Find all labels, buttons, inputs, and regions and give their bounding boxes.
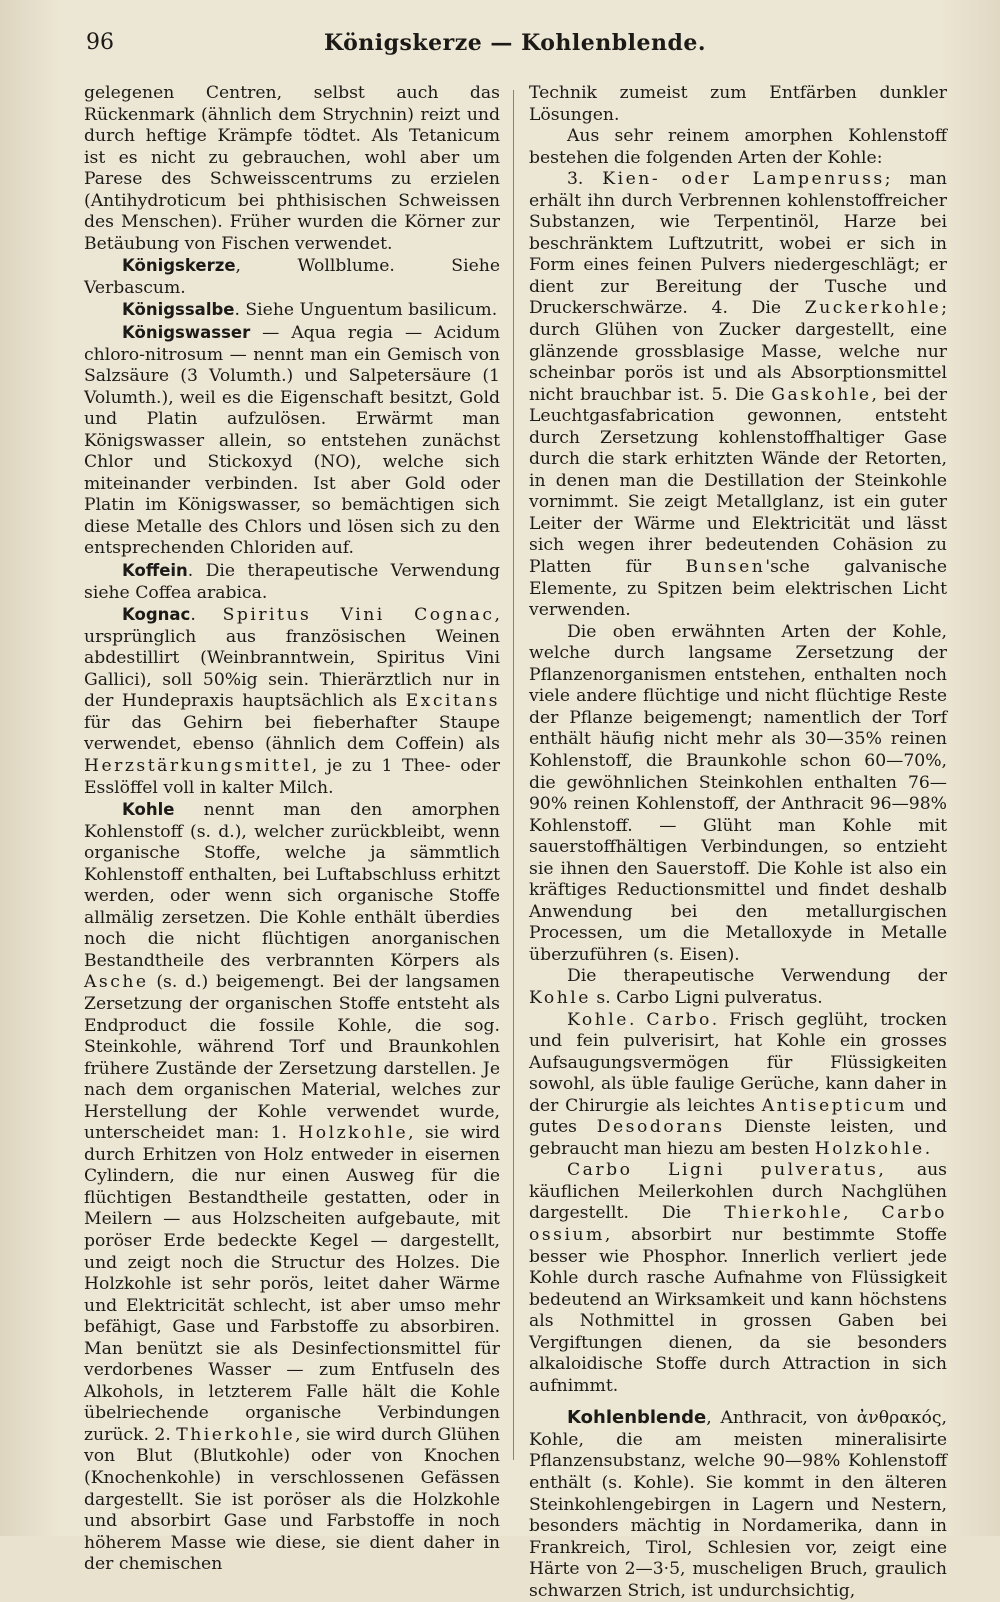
entry-text: Dienste leisten, und gebraucht man hiezu am besten <box>529 1117 947 1159</box>
paragraph: Die oben erwähnten Arten der Kohle, welche durch langsame Zersetzung der Pflanzenorganismen entstehen, enthalten noch viele andere flüchtige und nicht flüchtige Reste der Pflanze beigemengt; namentlich der Torf enthält häufig nicht mehr als 30—35% reinen Kohlenstoff, die Braunkohle schon 60—70%, die gewöhnlichen Steinkohlen enthalten 76—90% reinen Kohlenstoff, der Anthracit 96—98% Kohlenstoff. — Glüht man Kohle mit sauerstoffhältigen Verbindungen, so entzieht sie ihnen den Sauerstoff. Die Kohle ist also ein kräftiges Reductionsmittel und findet deshalb Anwendung bei den metallurgischen Processen, um die Metalloxyde in Metalle überzuführen (s. Eisen). <box>529 621 947 965</box>
entry-text: , je zu 1 Thee- oder Esslöffel voll in kalter Milch. <box>84 755 500 798</box>
entry-text: , aus käuflichen Meilerkohlen durch Nachglühen dargestellt. Die <box>529 1160 947 1224</box>
entry-text: . Die therapeutische Verwendung siehe Coffea arabica. <box>84 561 500 603</box>
column-divider <box>513 90 514 1460</box>
spaced-term: Kohle <box>529 987 591 1008</box>
spaced-term: Carbo ossium <box>529 1203 947 1245</box>
entry-text: . <box>628 1009 647 1030</box>
headword: Königskerze <box>122 256 236 276</box>
spaced-term: Kohle <box>567 1009 629 1030</box>
entry-kohlenblende <box>529 1407 947 1602</box>
spaced-term: Zuckerkohle <box>804 298 942 319</box>
spaced-term: Thierkohle <box>724 1203 844 1224</box>
entry-koffein <box>84 560 500 604</box>
headword: Königssalbe <box>122 300 235 320</box>
paragraph-therapeutische <box>529 966 947 1009</box>
paragraph: gelegenen Centren, selbst auch das Rückenmark (ähnlich dem Strychnin) reizt und durch heftige Krämpfe tödtet. Als Tetanicum ist es nicht zu gebrauchen, wohl aber um Parese des Schweisscentrums zu erzielen (Antihydroticum bei phthisischen Schweissen des Menschen). Früher wurden die Körner zur Betäubung von Fischen verwendet. <box>84 83 500 254</box>
spaced-term: Kien- oder Lampenruss <box>602 169 885 190</box>
entry-text: s. Carbo Ligni pulveratus. <box>590 987 823 1008</box>
headword: Koffein <box>122 561 188 581</box>
entry-text: 3. <box>567 169 603 190</box>
spaced-term: Holzkohle <box>298 1123 409 1144</box>
entry-kognac <box>84 604 500 799</box>
spaced-term: Asche <box>84 972 149 993</box>
entry-text: ; man erhält ihn durch Verbrennen kohlenstoffreicher Substanzen, wie Terpentinöl, Harze bei beschränktem Luftzutritt, wobei er sich in Form eines feinen Pulvers niedergeschlägt; er dient zur Bereitung der Tusche und Druckerschwärze. 4. Die <box>529 169 947 319</box>
spaced-term: Thierkohle <box>176 1424 296 1445</box>
paragraph: Aus sehr reinem amorphen Kohlenstoff bestehen die folgenden Arten der Kohle: <box>529 126 947 168</box>
spaced-term: Gaskohle <box>771 384 872 405</box>
entry-text: für das Gehirn bei fieberhafter Staupe verwendet, ebenso (ähnlich dem Coffein) als <box>84 712 500 755</box>
headword: Kohlenblende <box>567 1407 707 1429</box>
spaced-term: Carbo <box>646 1009 712 1030</box>
entry-text: , <box>843 1203 882 1224</box>
entry-kohle <box>84 799 500 1576</box>
entry-text: . <box>924 1138 931 1159</box>
entry-text: — Aqua regia — Acidum chloro-nitrosum — nennt man ein Gemisch von Salzsäure (3 Volumth.) und Salpetersäure (1 Volumth.), weil es die Eigenschaft besitzt, Gold und Platin aufzulösen. Erwärmt man Königswasser allein, so entstehen zunächst Chlor und Stickoxyd (NO), welche sich miteinander verbinden. Ist aber Gold oder Platin im Königswasser, so bemächtigen sich diese Metalle des Chlors und lösen sich zu den entsprechenden Chloriden auf. <box>84 323 500 559</box>
entry-text: , Wollblume. Siehe Verbascum. <box>84 256 500 298</box>
entry-text: , absorbirt nur bestimmte Stoffe besser wie Phosphor. Innerlich verliert jede Kohle durch rasche Aufnahme von Flüssigkeit bedeutend an Wirksamkeit und kann höchstens als Nothmittel in grossen Gaben bei Vergiftungen dienen, da sie besonders alkaloidische Stoffe durch Attraction in sich aufnimmt. <box>529 1224 947 1396</box>
entry-text: ; durch Glühen von Zucker dargestellt, eine glänzende grossblasige Masse, welche nur scheinbar porös ist und als Absorptionsmittel nicht brauchbar ist. 5. Die <box>529 298 947 405</box>
paragraph-kohle-carbo <box>529 1010 947 1161</box>
entry-koenigssalbe <box>84 299 500 322</box>
entry-text: , sie wird durch Erhitzen von Holz entweder in eisernen Cylindern, die nur einen Ausweg für die flüchtigen Bestandtheile gestatten, oder in Meilern — aus Holzscheiten aufgebaute, mit poröser Erde bedeckte Kegel — dargestellt, und zeigt noch die Structur des Holzes. Die Holzkohle ist sehr porös, leitet daher Wärme und Elektricität schlecht, ist aber umso mehr befähigt, Gase und Farbstoffe zu absorbiren. Man benützt sie als Desinfectionsmittel für verdorbenes Wasser — zum Entfuseln des Alkohols, in letzterem Falle hält die Kohle übelriechende organische Verbindungen zurück. 2. <box>84 1123 500 1445</box>
spaced-term: Herzstärkungsmittel <box>84 755 312 776</box>
entry-text: Die therapeutische Verwendung der <box>567 966 947 987</box>
entry-text: nennt man den amorphen Kohlenstoff (s. d.), welcher zurückbleibt, wenn organische Stoffe, welche ja sämmtlich Kohlenstoff enthalten, bei Luftabschluss erhitzt werden, oder wenn sich organische Stoffe allmälig zersetzen. Die Kohle enthält überdies noch die nicht flüchtigen anorganischen Bestandtheile des verbrannten Körpers als <box>84 800 500 971</box>
left-column <box>84 83 500 1576</box>
entry-text: . <box>190 605 223 626</box>
entry-text: (s. d.) beigemengt. Bei der langsamen Zersetzung der organischen Stoffe entsteht als Endproduct die fossile Kohle, die sog. Steinkohle, während Torf und Braunkohlen frühere Zustände der Zersetzung darstellen. Je nach dem organischen Material, welches zur Herstellung der Kohle verwendet wurde, unterscheidet man: 1. <box>84 972 500 1144</box>
spaced-term: Antisepticum <box>761 1095 908 1116</box>
paragraph: Technik zumeist zum Entfärben dunkler Lösungen. <box>529 83 947 125</box>
headword: Kohle <box>122 800 175 820</box>
entry-text: , Anthracit, von ἀνθρακός, Kohle, die am meisten mineralisirte Pflanzensubstanz, welche 90—98% Kohlenstoff enthält (s. Kohle). Sie kommt in den älteren Steinkohlengebirgen in Lagern und Nestern, besonders mächtig in Nordamerika, dann in Frankreich, Tirol, Schlesien vor, zeigt eine Härte von 2—3·5, muscheligen Bruch, graulich schwarzen Strich, ist undurchsichtig, <box>529 1408 947 1601</box>
running-title: Königskerze — Kohlenblende. <box>324 30 706 56</box>
headword: Königswasser <box>122 323 251 343</box>
entry-text: 'sche galvanische Elemente, zu Spitzen beim elektrischen Licht verwenden. <box>529 557 947 621</box>
entry-text: . Siehe Unguentum basilicum. <box>234 300 498 321</box>
page-header <box>80 30 950 64</box>
entry-text: . Frisch geglüht, trocken und fein pulverisirt, hat Kohle ein grosses Aufsaugungsvermögen für Flüssigkeiten sowohl, als üble faulige Gerüche, kann daher in der Chirurgie als leichtes <box>529 1009 947 1116</box>
spaced-term: Holzkohle <box>814 1138 925 1159</box>
spaced-term: Carbo Ligni pulveratus <box>567 1160 879 1181</box>
entry-text: , sie wird durch Glühen von Blut (Blutkohle) oder von Knochen (Knochenkohle) in verschlossenen Gefässen dargestellt. Sie ist poröser als die Holzkohle und absorbirt Gase und Farbstoffe in noch höherem Masse wie diese, sie dient daher in der chemischen <box>84 1424 500 1575</box>
entry-koenigskerze <box>84 255 500 299</box>
page-number: 96 <box>86 30 114 55</box>
entry-koenigswasser <box>84 322 500 560</box>
right-column <box>529 83 947 1602</box>
spaced-term: Excitans <box>405 691 500 712</box>
entry-text: und gutes <box>529 1095 947 1138</box>
headword: Kognac <box>122 605 191 625</box>
entry-text: , ursprünglich aus französischen Weinen abdestillirt (Weinbranntwein, Spiritus Vini Gallici), soll 50%ig sein. Thierärztlich nur in der Hundepraxis hauptsächlich als <box>84 605 500 712</box>
spaced-term: Spiritus Vini Cognac <box>222 605 495 626</box>
paragraph-carbo-ligni <box>529 1160 947 1397</box>
entry-text: , bei der Leuchtgasfabrication gewonnen, entsteht durch Zersetzung kohlenstoffhaltiger Gase durch die stark erhitzten Wände der Retorten, in denen man die Destillation der Steinkohle vornimmt. Sie zeigt Metallglanz, ist ein guter Leiter der Wärme und Elektricität und lässt sich wegen ihrer bedeutenden Cohäsion zu Platten für <box>529 384 948 578</box>
spaced-term: Desodorans <box>596 1117 725 1138</box>
spaced-term: Bunsen <box>685 557 766 578</box>
paragraph-kohle-arten <box>529 169 947 621</box>
